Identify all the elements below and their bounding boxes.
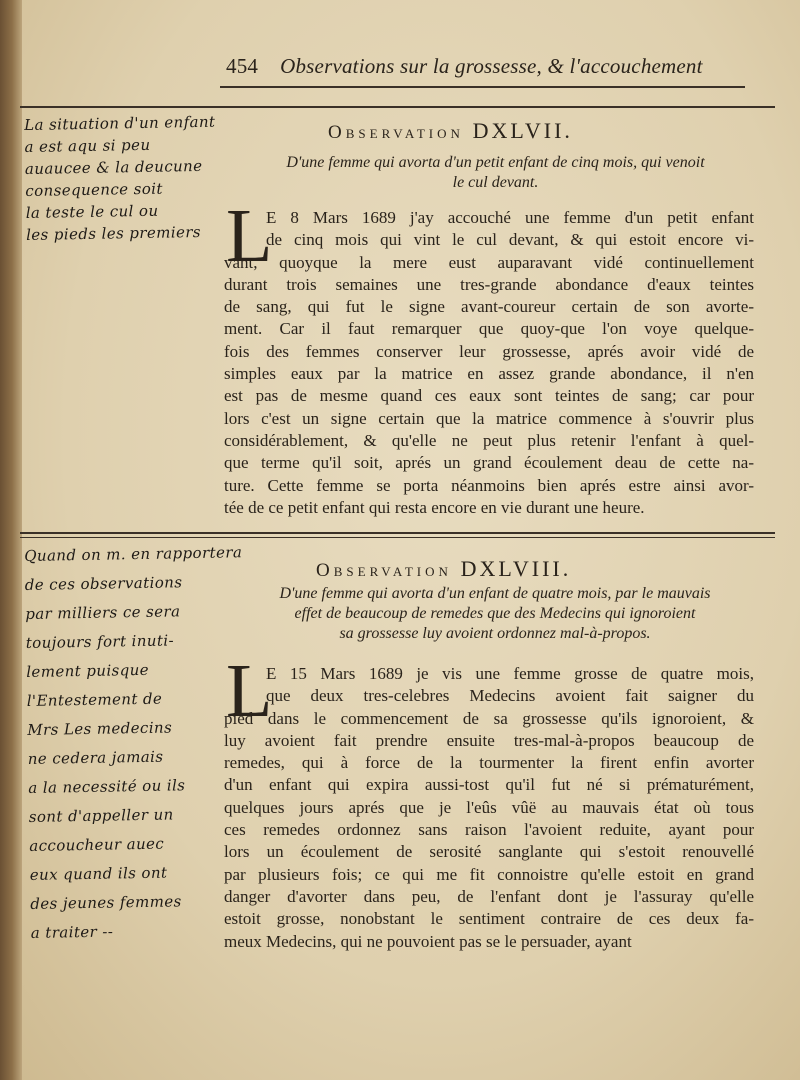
note-line: consequence soit (25, 179, 163, 200)
observation-word: Observation (316, 560, 452, 581)
text-line: lors c'est un signe certain que la matrice commence à s'ouvrir plus (224, 408, 754, 428)
note-line: par milliers ce sera (25, 602, 181, 623)
text-line: que terme qu'il soit, aprés un grand écoulement deau de cette na- (224, 453, 754, 473)
text-line: d'un enfant qui expira aussi-tost qu'il fut né si prématurément, (224, 775, 754, 795)
note-line: toujours fort inuti- (25, 631, 175, 652)
text-line: vant, quoyque la mere eust auparavant vidé continuellement (224, 252, 754, 272)
subtitle-line: effet de beaucoup de remedes que des Medecins qui ignoroient (294, 605, 696, 622)
text-line: tée de ce petit enfant qui resta encore en vie durant une heure. (224, 497, 645, 517)
note-line: a traiter -- (30, 922, 114, 942)
text-line: remedes, qui à force de la tourmenter la firent enfin avorter (224, 753, 754, 773)
observation-body (224, 207, 754, 519)
observation-subtitle (230, 584, 760, 644)
section-rule-thin (20, 537, 775, 538)
text-line: ment. Car il faut remarquer que quoy-que l'on voye quelque- (224, 319, 754, 339)
text-line: simples eaux par la matrice en assez grande abondance, il n'en (224, 364, 754, 384)
handwritten-note (24, 538, 249, 948)
note-line: auaucee & la deucune (24, 156, 203, 178)
text-line: durant trois semaines une tres-grande abondance d'eaux teintes (224, 274, 754, 294)
subtitle-line: le cul devant. (452, 174, 539, 191)
text-line: de cinq mois qui vint le cul devant, & qui estoit encore vi- (266, 230, 754, 250)
section-rule (20, 106, 775, 108)
observation-title (316, 556, 571, 582)
observation-subtitle (228, 153, 763, 193)
text-line: E 15 Mars 1689 je vis une femme grosse de quatre mois, (266, 664, 754, 683)
note-line: l'Entestement de (26, 689, 163, 710)
text-line: E 8 Mars 1689 j'ay accouché une femme d'un petit enfant (266, 208, 754, 227)
text-line: par plusieurs fois; ce qui me fit connoistre qu'elle estoit en grand (224, 864, 754, 884)
text-line: danger d'avorter dans peu, de l'enfant dont je l'assuray qu'elle (224, 886, 754, 906)
text-line: estoit grosse, nonobstant le sentiment contraire de ces deux fa- (224, 909, 754, 929)
handwritten-note (24, 111, 217, 246)
book-spine (0, 0, 22, 1080)
drop-cap: L (226, 649, 273, 733)
text-line: de sang, qui fut le signe avant-coureur certain de son avorte- (224, 297, 754, 317)
observation-number: DXLVIII. (460, 556, 572, 581)
text-line: considérablement, & qu'elle ne peut plus retenir l'enfant à quel- (224, 430, 754, 450)
section-rule (20, 532, 775, 534)
text-line: luy avoient fait prendre ensuite tres-mal-à-propos beaucoup de (224, 730, 754, 750)
subtitle-line: D'une femme qui avorta d'un petit enfant de cinq mois, qui venoit (286, 154, 705, 171)
note-line: ne cedera jamais (27, 747, 164, 768)
note-line: accoucheur auec (29, 834, 165, 855)
text-line: ture. Cette femme se porta néanmoins bien aprés estre ainsi avor- (224, 475, 754, 495)
note-line: a la necessité ou ils (28, 776, 186, 797)
running-head (226, 54, 726, 79)
text-line: pied dans le commencement de sa grossesse qu'ils ignoroient, & (224, 708, 754, 728)
text-line: est pas de mesme quand ces eaux sont teintes de sang; car pour (224, 386, 754, 406)
subtitle-line: D'une femme qui avorta d'un enfant de quatre mois, par le mauvais (279, 585, 711, 602)
text-line: ces remedes ordonnez sans raison l'avoient reduite, ayant pour (224, 820, 754, 840)
observation-body (224, 663, 754, 953)
header-rule (220, 86, 745, 88)
observation-number: DXLVII. (472, 118, 573, 143)
note-line: lement puisque (26, 660, 150, 681)
note-line: de ces observations (24, 573, 183, 594)
note-line: eux quand ils ont (29, 863, 168, 884)
text-line: lors un écoulement de serosité sanglante qui s'estoit renouvellé (224, 842, 754, 862)
observation-title (328, 118, 573, 144)
text-line: que deux tres-celebres Medecins avoient fait saigner du (266, 686, 754, 706)
note-line: Quand on m. en rapportera (24, 543, 243, 565)
note-line: La situation d'un enfant (24, 112, 216, 134)
note-line: la teste le cul ou (25, 201, 159, 222)
note-line: Mrs Les medecins (27, 718, 173, 739)
running-title: Observations sur la grossesse, & l'accouchement (280, 54, 703, 78)
note-line: des jeunes femmes (30, 892, 182, 913)
subtitle-line: sa grossesse luy avoient ordonnez mal-à-propos. (339, 625, 651, 642)
text-line: quelques jours aprés que je l'eûs vûë au mauvais état où tous (224, 797, 754, 817)
page-number: 454 (226, 54, 259, 78)
observation-word: Observation (328, 122, 464, 143)
text-line: meux Medecins, qui ne pouvoient pas se le persuader, ayant (224, 931, 632, 951)
note-line: les pieds les premiers (25, 222, 202, 244)
note-line: sont d'appeller un (28, 805, 174, 826)
note-line: a est aqu si peu (24, 135, 151, 156)
drop-cap: L (226, 194, 273, 278)
text-line: fois des femmes conserver leur grossesse, aprés avoir vidé de (224, 341, 754, 361)
